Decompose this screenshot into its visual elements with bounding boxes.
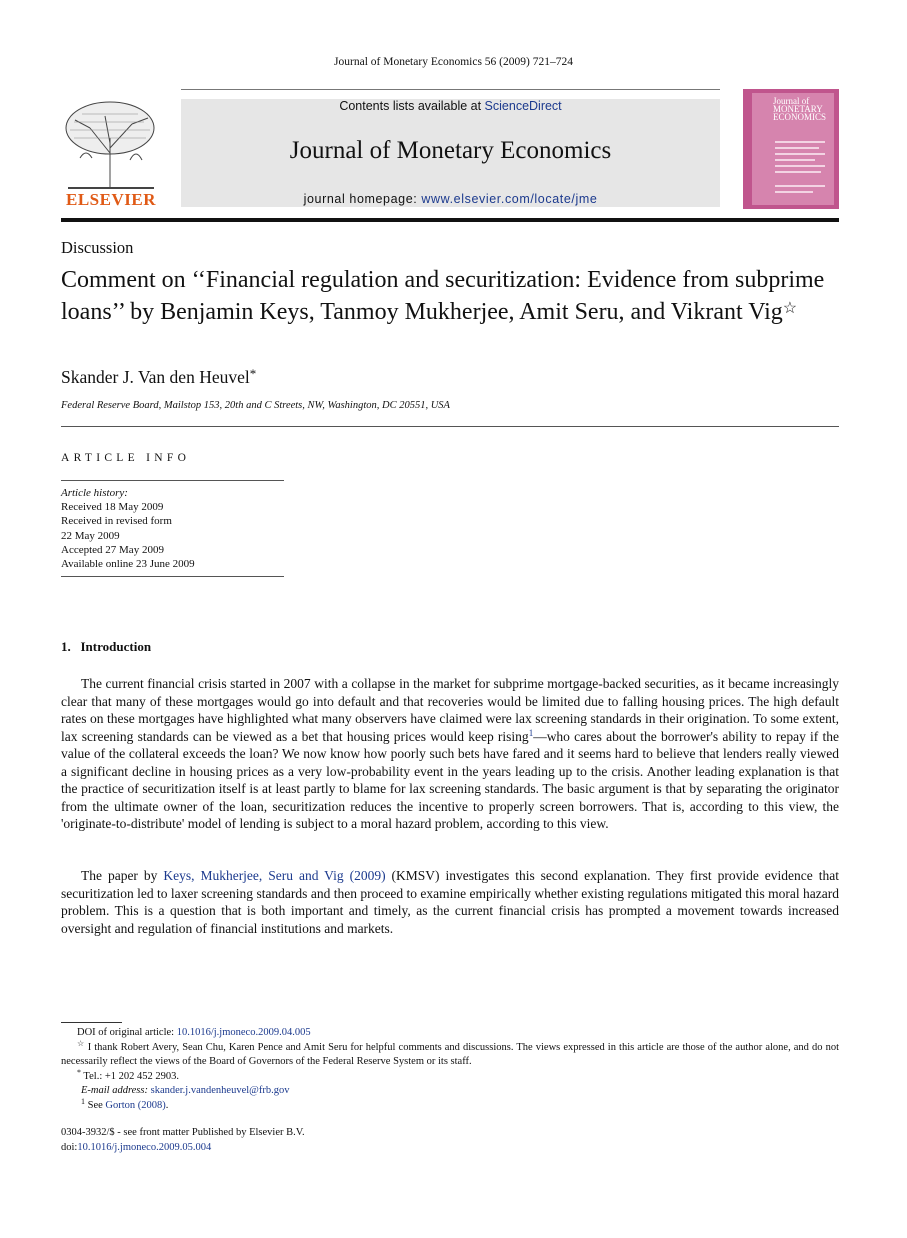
header-thick-rule [61,218,839,222]
article-title [61,266,839,326]
homepage-prefix: journal homepage: [303,192,422,206]
contents-line [181,99,720,113]
front-matter [61,1126,305,1155]
paragraph-text: (KMSV) investigates this second explanation. They first provide evidence that securitization led to laxer screening standards and then proceed to examine empirically whether existing regulations mitigated this moral hazard problem. This is a question that is both important and timely, as the current financial crisis has prompted a movement towards increased oversight and regulation of financial institutions and markets. [61,868,839,936]
cover-title: Journal of MONETARY ECONOMICS [773,96,827,122]
divider [61,480,284,481]
footnote-telephone [61,1067,839,1085]
footnote-text: Tel.: +1 202 452 2903. [81,1070,180,1082]
affiliation: Federal Reserve Board, Mailstop 153, 20th and C Streets, NW, Washington, DC 20551, USA [61,400,450,411]
footnote-doi [61,1026,839,1041]
issn-line: 0304-3932/$ - see front matter Published by Elsevier B.V. [61,1127,305,1138]
article-history [61,486,195,571]
article-doi-link[interactable]: 10.1016/j.jmoneco.2009.05.004 [77,1141,212,1153]
history-item: Received 18 May 2009 [61,501,164,514]
paragraph [61,675,839,833]
footnotes [61,1026,839,1113]
footnote-mark: 1 [81,1096,85,1106]
running-head: Journal of Monetary Economics 56 (2009) 721–724 [334,56,573,68]
history-item: Available online 23 June 2009 [61,558,195,571]
cover-line [775,165,825,167]
footnote-ref-link[interactable]: 1 [528,727,534,738]
footnote-text: . [165,1099,169,1111]
sciencedirect-link[interactable]: ScienceDirect [484,99,562,113]
footnote-rule [61,1022,122,1023]
article-info-heading: ARTICLE INFO [61,452,191,464]
original-doi-link[interactable]: 10.1016/j.jmoneco.2009.04.005 [176,1027,311,1038]
title-footnote-mark[interactable]: ☆ [782,299,798,317]
homepage-line [181,192,720,206]
author [61,366,256,388]
section-number: 1. [61,639,71,654]
paragraph [61,867,839,937]
elsevier-wordmark: ELSEVIER [66,190,156,209]
history-label: Article history: [61,487,128,499]
gorton-citation-link[interactable]: Gorton (2008) [105,1099,166,1111]
paragraph-text: —who cares about the borrower's ability to repay if the value of the collateral exceeds the loan? We now know how poorly such bets have fared and it seems hard to believe that lenders really viewed a significant decline in housing prices as a very low-probability event in the years leading up to the crisis. Another leading explanation is that the practice of securitization itself is at least partly to blame for lax screening standards. The basic argument is that by separating the originator from the ultimate owner of the loan, securitization reduces the incentive to properly screen borrowers. That is, according to this view, the 'originate-to-distribute' model of lending is subject to a moral hazard problem, according to this view. [61,728,839,831]
history-item: 22 May 2009 [61,529,120,542]
doi-line [61,1141,305,1156]
footnote-acknowledgment [61,1038,839,1070]
history-item: Accepted 27 May 2009 [61,543,164,556]
cover-line [775,185,825,187]
doi-prefix: doi: [61,1141,78,1153]
cover-line [775,141,825,143]
paragraph-text: The paper by [81,868,164,883]
footnote-text: See [85,1099,106,1111]
journal-title: Journal of Monetary Economics [289,137,612,164]
email-label: E-mail address: [81,1085,151,1096]
elsevier-logo [60,98,162,210]
footnote-1 [61,1096,839,1114]
footnote-mark: * [77,1067,81,1077]
cover-line [775,153,825,155]
author-name: Skander J. Van den Heuvel [61,367,250,387]
paragraph-text: The current financial crisis started in 2007 with a collapse in the market for subprime mortgage-backed securities, as it became increasingly clear that many of these mortgages would go into default and that recoveries would be limited due to falling housing prices. The high default rates on these mortgages have highlighted what many observers have claimed were lax screening standards in their origination. To some extent, lax screening standards can be viewed as a bet that housing prices would keep rising [61,676,839,744]
history-item: Received in revised form [61,515,172,528]
email-link[interactable]: skander.j.vandenheuvel@frb.gov [150,1085,290,1096]
article-title-text: Comment on ‘‘Financial regulation and securitization: Evidence from subprime loans’’ by Benjamin Keys, Tanmoy Mukherjee, Amit Seru, and Vikrant Vig [61,267,825,325]
divider [61,576,284,577]
contents-prefix: Contents lists available at [339,99,485,113]
tree-logo-icon [60,98,162,190]
author-footnote-mark[interactable]: * [249,366,257,381]
footnote-label: DOI of original article: [77,1027,177,1038]
header-rule [181,89,720,90]
cover-line [775,171,821,173]
cover-line [775,147,819,149]
footnote-email [61,1084,839,1099]
cover-line [775,191,813,193]
section-heading [61,639,151,655]
cover-line [775,159,815,161]
journal-homepage-link[interactable]: www.elsevier.com/locate/jme [421,192,598,206]
citation-link[interactable]: Keys, Mukherjee, Seru and Vig (2009) [163,868,386,883]
journal-cover-thumbnail[interactable] [743,89,839,209]
divider [61,426,839,427]
footnote-mark: ☆ [77,1038,85,1048]
section-label: Discussion [61,238,134,257]
footnote-text: I thank Robert Avery, Sean Chu, Karen Pence and Amit Seru for helpful comments and discussions. The views expressed in this article are those of the author alone, and do not necessarily reflect the views of the Board of Governors of the Federal Reserve System or its staff. [61,1041,839,1067]
section-title: Introduction [80,639,152,654]
